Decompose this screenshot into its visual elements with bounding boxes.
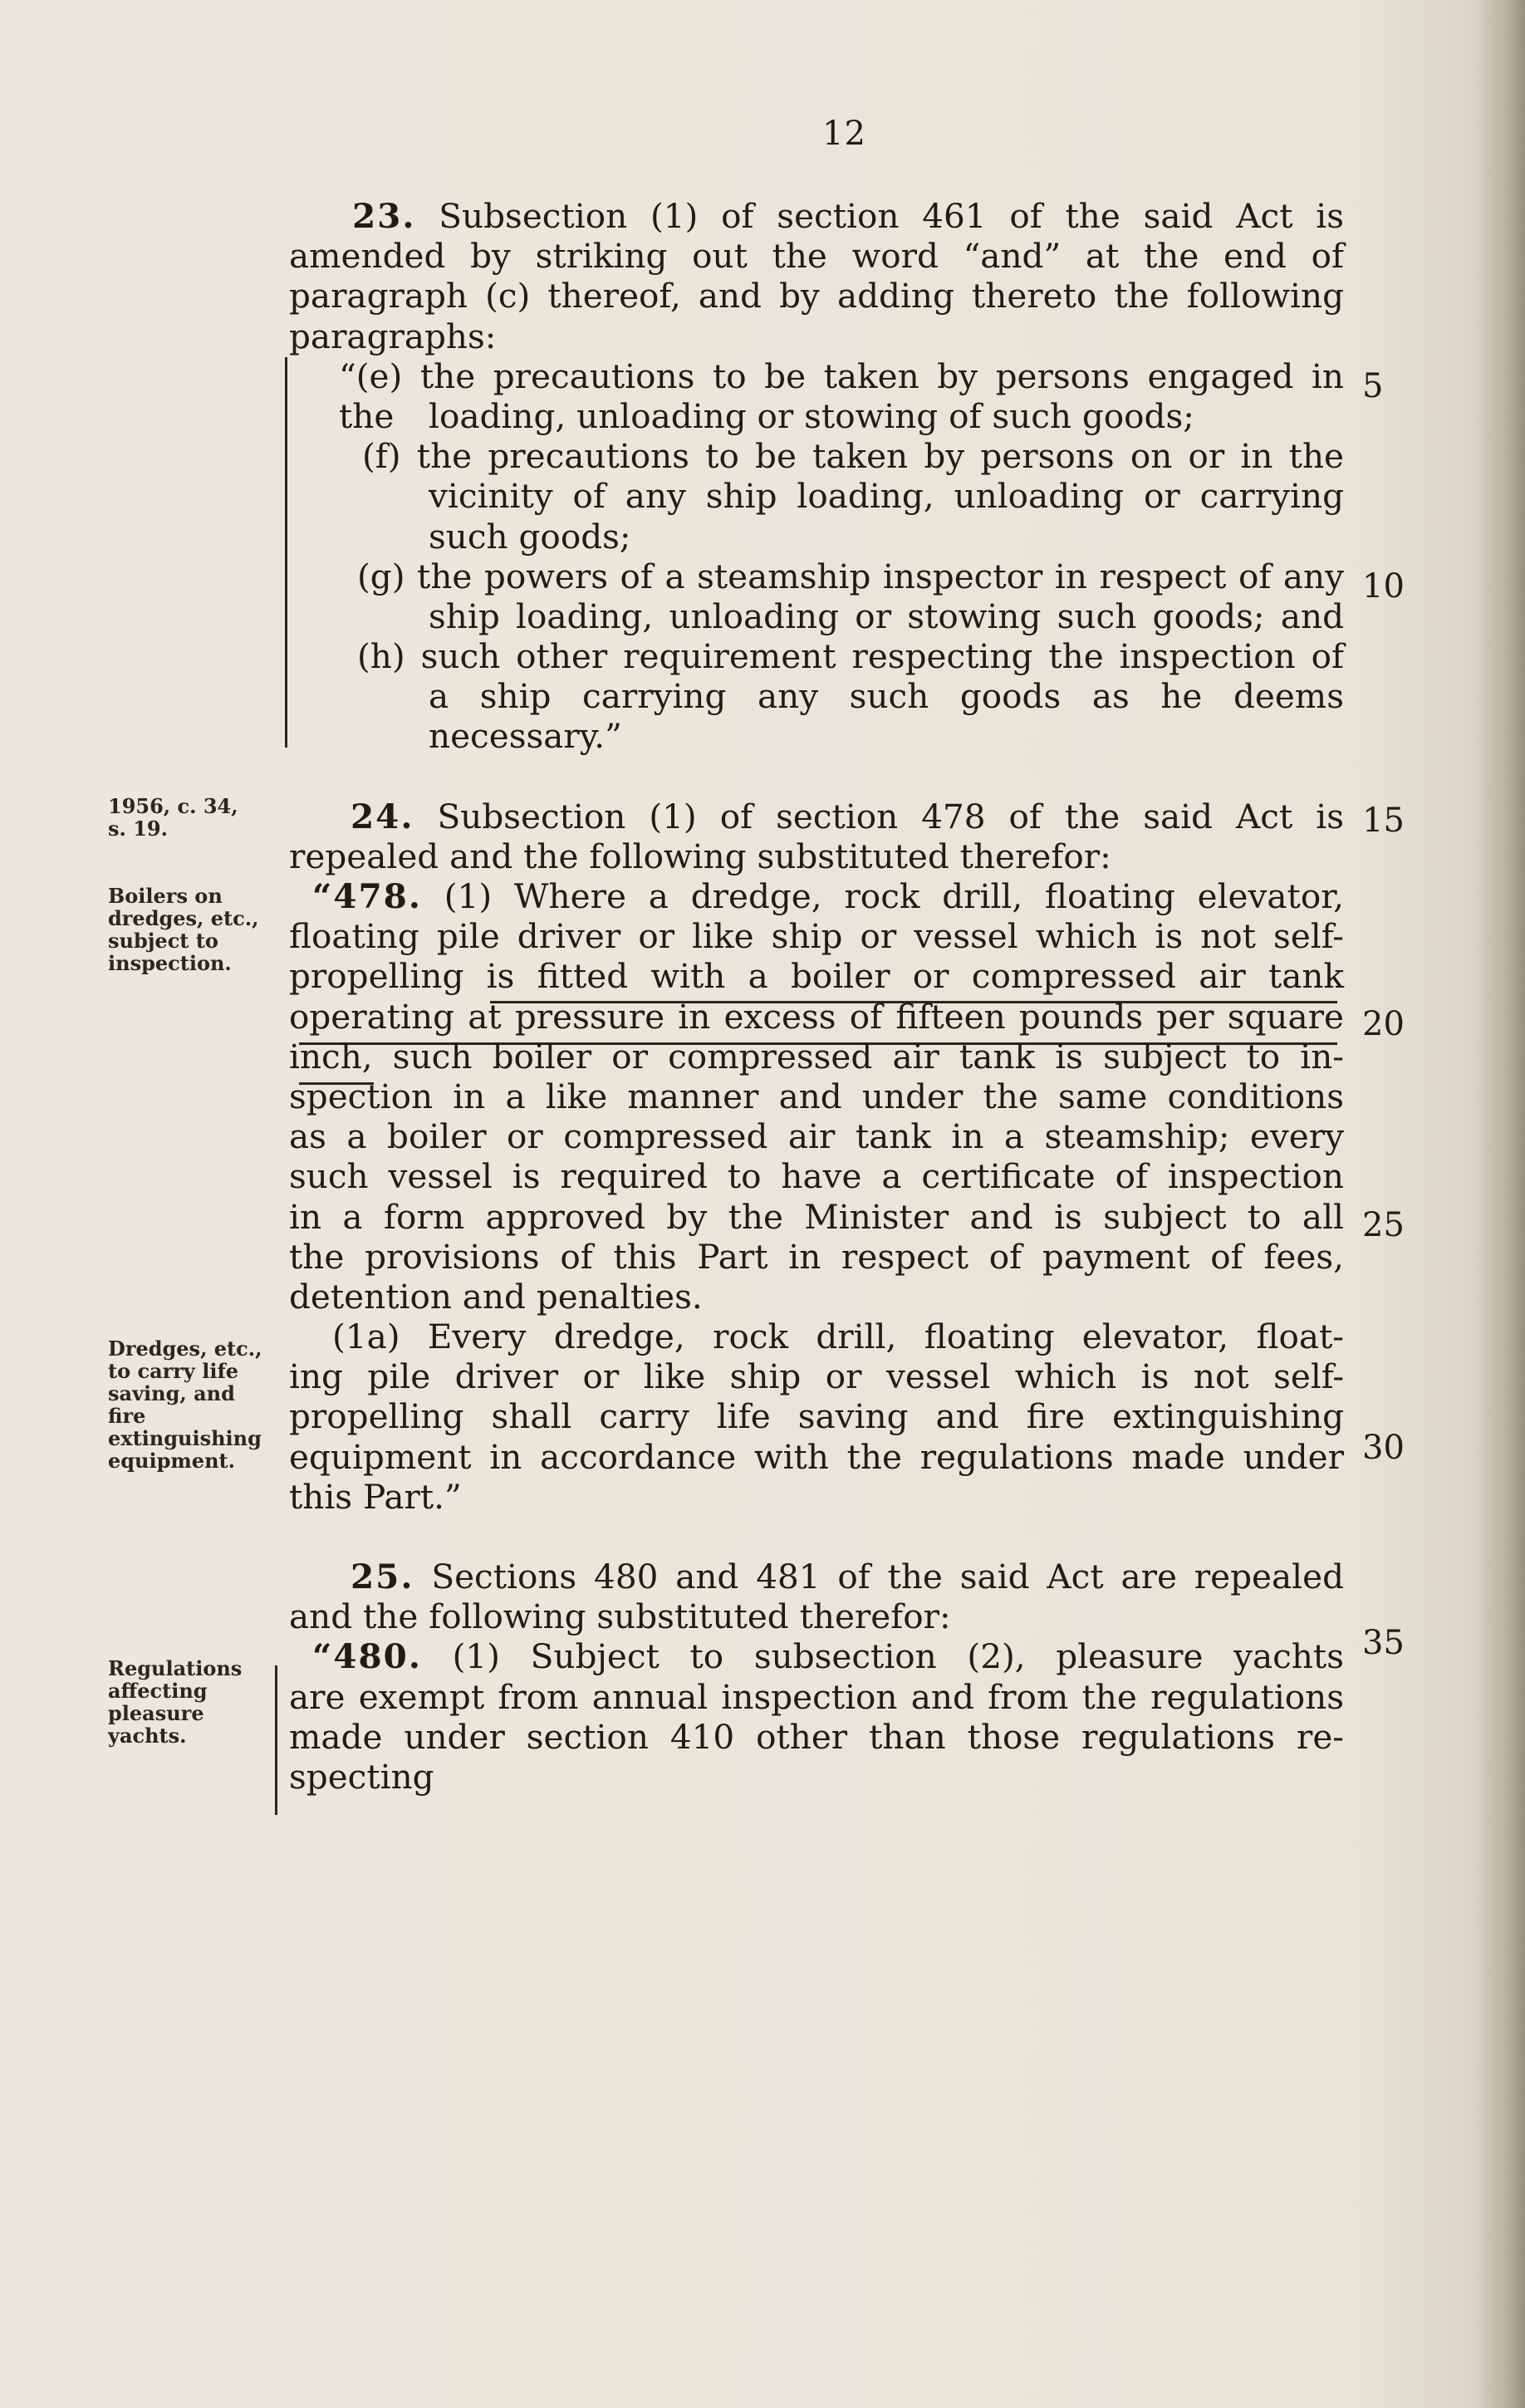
- margin-note-citation: [108, 795, 291, 840]
- paragraph-h: necessary.”: [429, 716, 622, 757]
- line-number: 10: [1362, 567, 1405, 606]
- section-24-line: repealed and the following substituted therefor:: [289, 836, 1111, 876]
- margin-note-line: s. 19.: [108, 817, 168, 841]
- section-number: 25.: [351, 1557, 414, 1596]
- margin-note-line: to carry life: [108, 1359, 239, 1383]
- section-gap: [289, 1517, 1344, 1557]
- paragraph-f: (f) the precautions to be taken by persons on or in the: [362, 436, 1344, 477]
- line-number: 20: [1362, 1005, 1405, 1043]
- paragraph-g: ship loading, unloading or stowing such goods; and: [429, 596, 1344, 636]
- section-24-line: such vessel is required to have a certificate of inspection: [289, 1156, 1344, 1197]
- line-number: 5: [1362, 367, 1384, 405]
- paragraph-f: vicinity of any ship loading, unloading or carrying: [429, 476, 1344, 517]
- section-number: 24.: [351, 796, 414, 836]
- margin-note-line: yachts.: [108, 1724, 187, 1748]
- margin-note-line: inspection.: [108, 951, 232, 975]
- margin-note-regulations: [108, 1657, 291, 1747]
- paragraph-f: such goods;: [429, 516, 631, 557]
- paragraph-g: (g) the powers of a steamship inspector in respect of any: [357, 556, 1344, 596]
- quoted-section-number: “480.: [312, 1636, 422, 1677]
- section-23-line: amended by striking out the word “and” at the end of: [289, 236, 1344, 277]
- section-24-line: ing pile driver or like ship or vessel which is not self-: [289, 1356, 1344, 1397]
- section-24-line: operating at pressure in excess of fifteen pounds per square: [289, 996, 1344, 1037]
- section-25-line: and the following substituted therefor:: [289, 1596, 951, 1637]
- margin-note-line: affecting: [108, 1679, 208, 1703]
- line-number: 30: [1362, 1429, 1405, 1467]
- book-spine-shadow: [1475, 0, 1525, 2408]
- section-25-line: made under section 410 other than those regulations re-: [289, 1716, 1344, 1757]
- section-25-line: specting: [289, 1756, 434, 1797]
- section-25-line: 25. Sections 480 and 481 of the said Act are repealed: [289, 1557, 1344, 1596]
- section-24-line: spection in a like manner and under the same conditions: [289, 1076, 1344, 1116]
- statute-text: [289, 196, 1344, 1797]
- margin-note-line: pleasure: [108, 1701, 204, 1725]
- margin-note-line: Dredges, etc.,: [108, 1336, 262, 1361]
- paragraph-e: “(e) the precautions to be taken by persons engaged in the: [339, 356, 1344, 436]
- margin-note-line: 1956, c. 34,: [108, 794, 238, 818]
- section-gap: [289, 757, 1344, 797]
- paragraph-h: (h) such other requirement respecting the inspection of: [357, 636, 1344, 677]
- section-24-line: the provisions of this Part in respect of payment of fees,: [289, 1236, 1344, 1277]
- quoted-section-number: “478.: [312, 876, 422, 916]
- margin-note-line: extinguishing: [108, 1426, 262, 1450]
- margin-note-line: subject to: [108, 929, 218, 953]
- margin-note-line: dredges, etc.,: [108, 906, 259, 930]
- section-number: 23.: [352, 196, 416, 236]
- margin-note-boilers: [108, 885, 291, 974]
- amendment-bar: [275, 1665, 277, 1815]
- section-24-line: equipment in accordance with the regulations made under: [289, 1436, 1344, 1477]
- margin-note-line: saving, and: [108, 1381, 235, 1405]
- section-24-line: 24. Subsection (1) of section 478 of the said Act is: [289, 797, 1344, 836]
- section-24-line: propelling is fitted with a boiler or compressed air tank: [289, 956, 1344, 997]
- section-24-line: in a form approved by the Minister and is subject to all: [289, 1196, 1344, 1237]
- section-24-line: as a boiler or compressed air tank in a steamship; every: [289, 1116, 1344, 1157]
- page-number: 12: [822, 115, 866, 153]
- section-24-line: “478. (1) Where a dredge, rock drill, floating elevator,: [289, 876, 1344, 916]
- section-23-line: paragraphs:: [289, 316, 497, 356]
- paragraph-h: a ship carrying any such goods as he deems: [429, 676, 1344, 717]
- section-23-line: paragraph (c) thereof, and by adding thereto the following: [289, 276, 1344, 316]
- amendment-bar: [285, 357, 287, 748]
- line-number: 35: [1362, 1624, 1405, 1662]
- paragraph-e: loading, unloading or stowing of such goods;: [429, 395, 1194, 436]
- margin-note-line: equipment.: [108, 1449, 235, 1473]
- section-23-line: 23. Subsection (1) of section 461 of the said Act is: [289, 196, 1344, 236]
- section-24-line: detention and penalties.: [289, 1276, 703, 1317]
- line-number: 25: [1362, 1206, 1405, 1244]
- section-24-line: propelling shall carry life saving and fire extinguishing: [289, 1396, 1344, 1437]
- margin-note-line: Regulations: [108, 1656, 243, 1680]
- section-24-line: floating pile driver or like ship or vessel which is not self-: [289, 916, 1344, 957]
- section-24-line: (1a) Every dredge, rock drill, floating elevator, float-: [332, 1317, 1344, 1357]
- margin-note-dredges: [108, 1337, 291, 1472]
- section-24-line: inch, such boiler or compressed air tank is subject to in-: [289, 1036, 1344, 1076]
- section-25-line: “480. (1) Subject to subsection (2), pleasure yachts: [289, 1636, 1344, 1676]
- section-25-line: are exempt from annual inspection and from the regulations: [289, 1676, 1344, 1717]
- margin-note-line: fire: [108, 1404, 146, 1428]
- margin-note-line: Boilers on: [108, 884, 223, 908]
- section-24-line: this Part.”: [289, 1476, 462, 1517]
- line-number: 15: [1362, 802, 1405, 840]
